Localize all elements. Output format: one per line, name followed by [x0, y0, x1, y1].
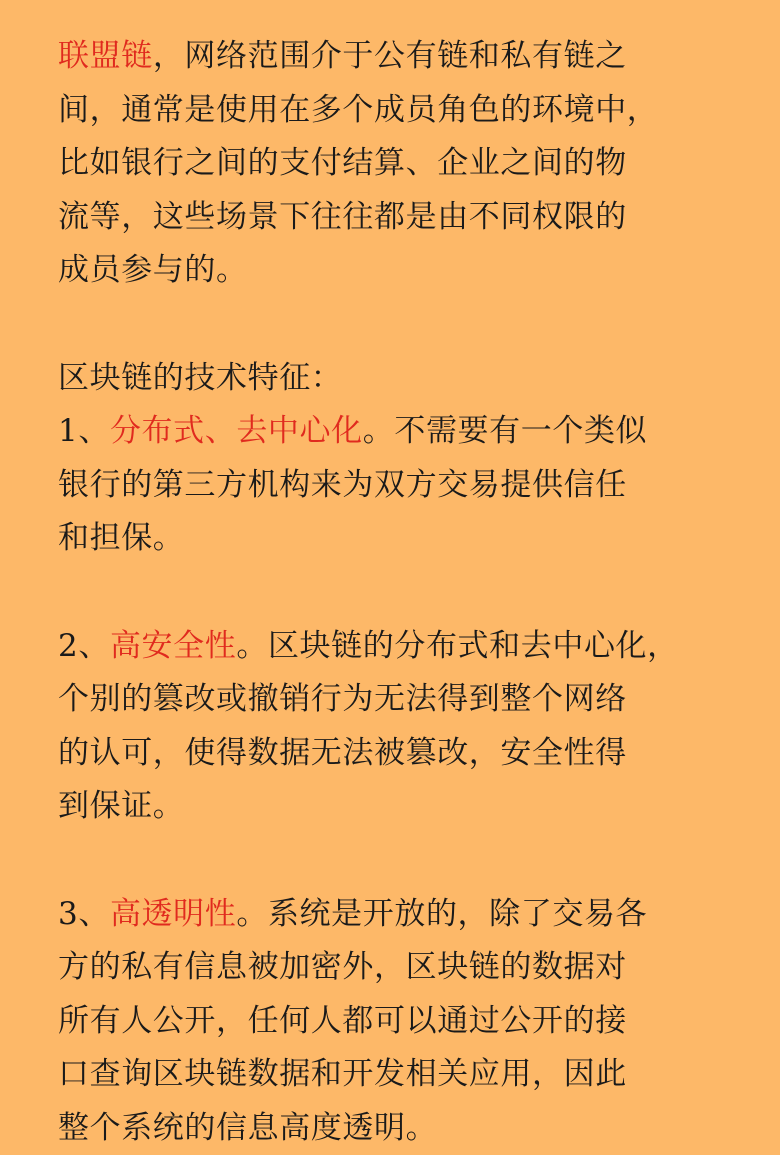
highlight-term: 高透明性 — [110, 896, 236, 932]
features-heading: 区块链的技术特征： — [58, 352, 748, 406]
feature-3-paragraph — [58, 888, 748, 1155]
paragraph-line: 整个系统的信息高度透明。 — [58, 1102, 748, 1155]
paragraph-line — [58, 30, 748, 84]
paragraph-line: 比如银行之间的支付结算、企业之间的物 — [58, 137, 748, 191]
item-number: 3、 — [58, 896, 110, 932]
highlight-term: 分布式、去中心化 — [110, 413, 363, 449]
paragraph-spacer — [58, 566, 748, 620]
paragraph-line — [58, 620, 748, 674]
paragraph-spacer — [58, 834, 748, 888]
highlight-term: 高安全性 — [110, 628, 236, 664]
features-section — [58, 352, 748, 566]
line-text: ，网络范围介于公有链和私有链之 — [153, 38, 627, 74]
paragraph-line: 间，通常是使用在多个成员角色的环境中， — [58, 84, 748, 138]
line-text: 。系统是开放的，除了交易各 — [236, 896, 647, 932]
consortium-chain-paragraph — [58, 30, 748, 298]
paragraph-line: 成员参与的。 — [58, 244, 748, 298]
paragraph-line: 个别的篡改或撤销行为无法得到整个网络 — [58, 673, 748, 727]
paragraph-line: 流等，这些场景下往往都是由不同权限的 — [58, 191, 748, 245]
feature-2-paragraph — [58, 620, 748, 834]
line-text: 。不需要有一个类似 — [363, 413, 647, 449]
article-body — [58, 30, 748, 1155]
item-number: 2、 — [58, 628, 110, 664]
highlight-term: 联盟链 — [58, 38, 153, 74]
item-number: 1、 — [58, 413, 110, 449]
paragraph-line: 方的私有信息被加密外，区块链的数据对 — [58, 941, 748, 995]
paragraph-line: 到保证。 — [58, 780, 748, 834]
paragraph-line: 所有人公开，任何人都可以通过公开的接 — [58, 995, 748, 1049]
paragraph-line — [58, 405, 748, 459]
paragraph-line: 的认可，使得数据无法被篡改，安全性得 — [58, 727, 748, 781]
paragraph-line — [58, 888, 748, 942]
paragraph-spacer — [58, 298, 748, 352]
paragraph-line: 口查询区块链数据和开发相关应用，因此 — [58, 1048, 748, 1102]
line-text: 。区块链的分布式和去中心化， — [236, 628, 678, 664]
paragraph-line: 和担保。 — [58, 512, 748, 566]
paragraph-line: 银行的第三方机构来为双方交易提供信任 — [58, 459, 748, 513]
